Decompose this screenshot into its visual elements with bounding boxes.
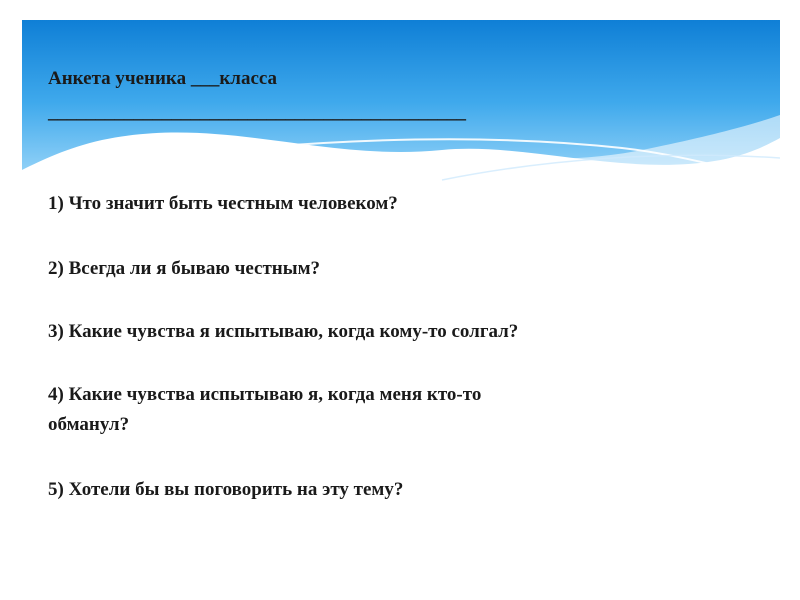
- survey-title: Анкета ученика ___класса: [48, 68, 278, 89]
- question-4: 4) Какие чувства испытываю я, когда меня кто-то: [48, 384, 482, 405]
- question-3: 3) Какие чувства я испытываю, когда кому-то солгал?: [48, 321, 519, 342]
- question-5: 5) Хотели бы вы поговорить на эту тему?: [48, 479, 404, 500]
- question-1: 1) Что значит быть честным человеком?: [48, 193, 398, 214]
- question-2: 2) Всегда ли я бываю честным?: [48, 258, 321, 279]
- name-line: ____________________________________________: [48, 102, 466, 123]
- question-4-continuation: обманул?: [48, 414, 130, 435]
